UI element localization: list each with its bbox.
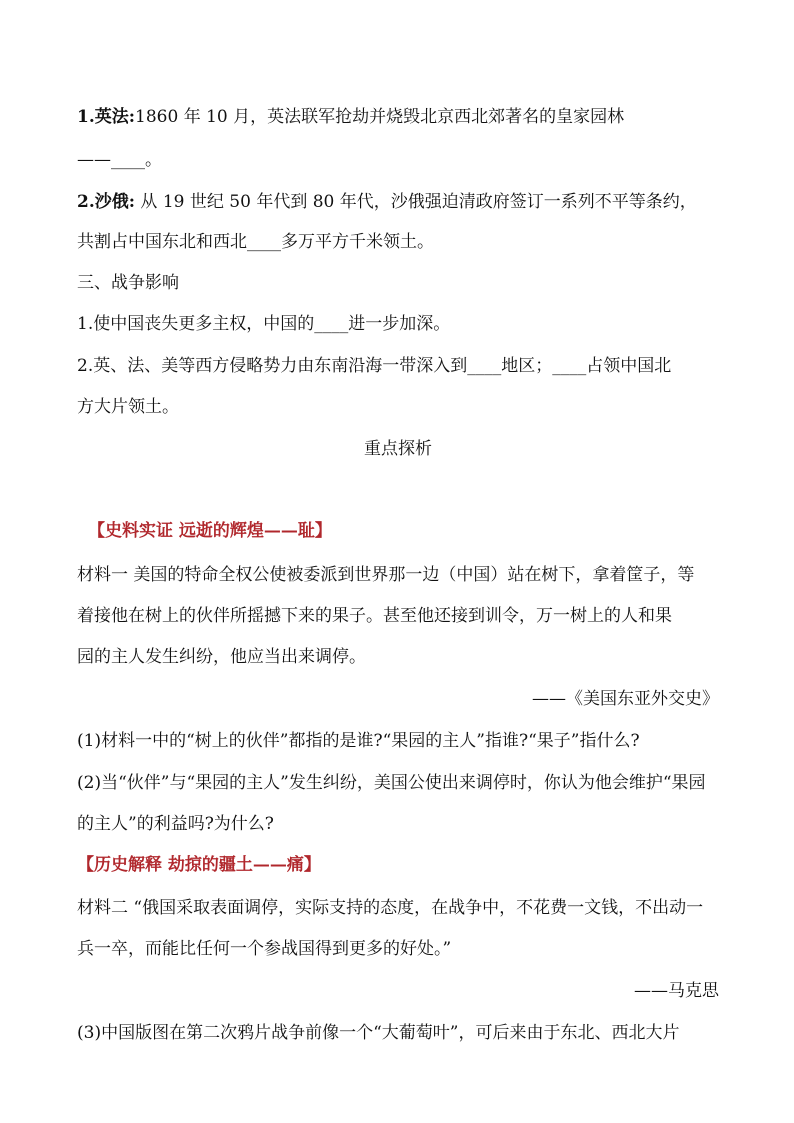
question-3: (3)中国版图在第二次鸦片战争前像一个“大葡萄叶”，可后来由于东北、西北大片 [77,1023,680,1043]
section-title: 重点探析 [364,439,432,459]
question-2-line: (2)当“伙伴”与“果园的主人”发生纠纷，美国公使出来调停时，你认为他会维护“果园 [77,773,706,793]
material-one-line: 园的主人发生纠纷，他应当出来调停。 [77,647,366,667]
evidence-tag-1: 【史料实证 远逝的辉煌——耻】 [88,521,332,541]
section-heading-war-impact: 三、战争影响 [77,273,179,293]
fill-in-blank-line: ——____。 [77,150,162,170]
item-label: 2.沙俄: [77,192,136,212]
fill-in-line-britain-france [77,106,719,128]
material-one-line: 材料一 美国的特命全权公使被委派到世界那一边（中国）站在树下，拿着筐子，等 [77,565,695,585]
question-1: (1)材料一中的“树上的伙伴”都指的是谁?“果园的主人”指谁?“果子”指什么? [77,731,640,751]
material-one-source: ——《美国东亚外交史》 [532,689,719,709]
fill-in-line-russia [77,191,719,213]
item-label: 1.英法: [77,107,136,127]
body-text-line: 方大片领土。 [77,397,179,417]
material-two-line: 兵一卒，而能比任何一个参战国得到更多的好处。” [77,939,452,959]
item-text: 从 19 世纪 50 年代到 80 年代，沙俄强迫清政府签订一系列不平等条约， [135,192,697,212]
material-two-line: 材料二 “俄国采取表面调停，实际支持的态度，在战争中，不花费一文钱，不出动一 [77,898,704,918]
item-text: 1860 年 10 月，英法联军抢劫并烧毁北京西北郊著名的皇家园林 [135,107,625,127]
material-one-line: 着接他在树上的伙伴所摇撼下来的果子。甚至他还接到训令，万一树上的人和果 [77,606,672,626]
body-text-line: 共割占中国东北和西北____多万平方千米领土。 [77,232,434,252]
body-text-line: 1.使中国丧失更多主权，中国的____进一步加深。 [77,314,451,334]
material-two-source: ——马克思 [634,981,719,1001]
body-text-line: 2.英、法、美等西方侵略势力由东南沿海一带深入到____地区；____占领中国北 [77,356,672,376]
question-2-line: 的主人”的利益吗?为什么? [77,814,274,834]
evidence-tag-2: 【历史解释 劫掠的疆土——痛】 [77,855,321,875]
